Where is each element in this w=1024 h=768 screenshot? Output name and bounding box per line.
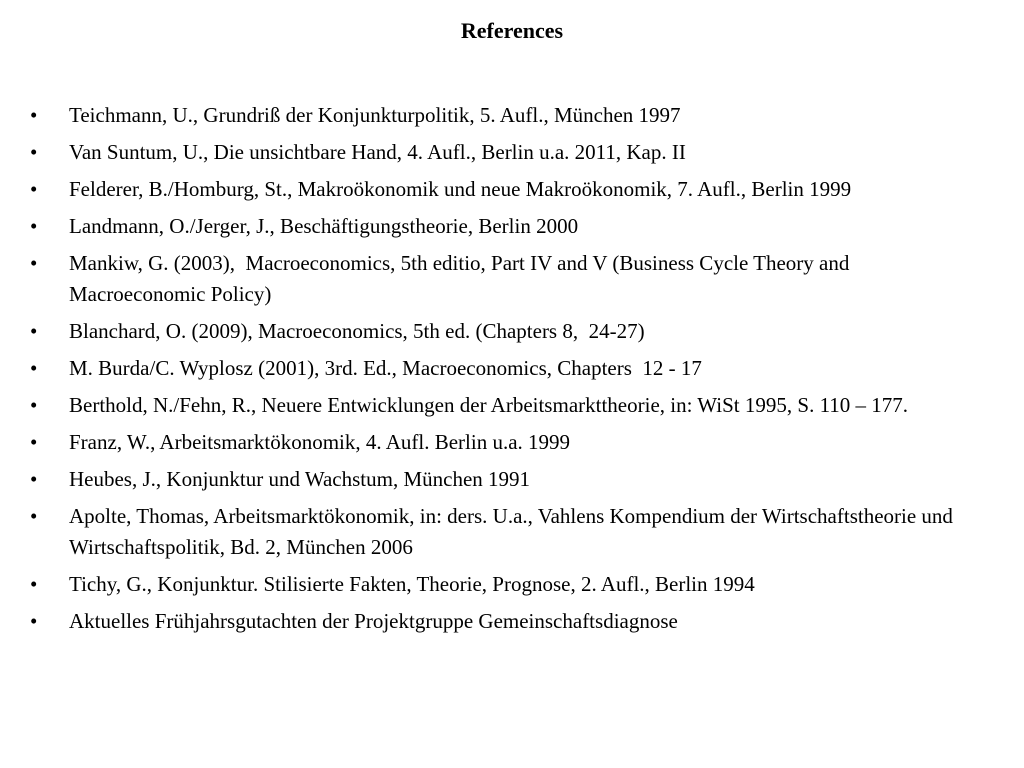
bullet-icon: • — [30, 251, 38, 275]
reference-item-13 — [30, 606, 980, 637]
reference-text: Mankiw, G. (2003), Macroeconomics, 5th editio, Part IV and V (Business Cycle Theory and Macroeconomic Policy) — [69, 251, 855, 306]
reference-item-8 — [30, 390, 980, 421]
reference-text: M. Burda/C. Wyplosz (2001), 3rd. Ed., Macroeconomics, Chapters 12 - 17 — [69, 356, 702, 380]
reference-text: Heubes, J., Konjunktur und Wachstum, München 1991 — [69, 467, 531, 491]
reference-text: Franz, W., Arbeitsmarktökonomik, 4. Aufl. Berlin u.a. 1999 — [69, 430, 571, 454]
reference-text: Landmann, O./Jerger, J., Beschäftigungstheorie, Berlin 2000 — [69, 214, 579, 238]
reference-item-7 — [30, 353, 980, 384]
reference-list — [30, 100, 980, 643]
reference-text: Tichy, G., Konjunktur. Stilisierte Fakten, Theorie, Prognose, 2. Aufl., Berlin 1994 — [69, 572, 755, 596]
reference-item-5 — [30, 248, 980, 310]
reference-text: Berthold, N./Fehn, R., Neuere Entwicklungen der Arbeitsmarkttheorie, in: WiSt 1995, S. 110 – 177. — [69, 393, 909, 417]
bullet-icon: • — [30, 103, 38, 127]
bullet-icon: • — [30, 214, 38, 238]
reference-text: Aktuelles Frühjahrsgutachten der Projektgruppe Gemeinschaftsdiagnose — [69, 609, 678, 633]
reference-text: Van Suntum, U., Die unsichtbare Hand, 4. Aufl., Berlin u.a. 2011, Kap. II — [69, 140, 686, 164]
reference-text: Felderer, B./Homburg, St., Makroökonomik und neue Makroökonomik, 7. Aufl., Berlin 1999 — [69, 177, 852, 201]
reference-item-11 — [30, 501, 980, 563]
reference-text: Teichmann, U., Grundriß der Konjunkturpolitik, 5. Aufl., München 1997 — [69, 103, 681, 127]
reference-item-6 — [30, 316, 980, 347]
reference-item-2 — [30, 137, 980, 168]
page-title: References — [460, 18, 564, 43]
bullet-icon: • — [30, 393, 38, 417]
bullet-icon: • — [30, 140, 38, 164]
reference-item-9 — [30, 427, 980, 458]
bullet-icon: • — [30, 504, 38, 528]
bullet-icon: • — [30, 430, 38, 454]
reference-item-3 — [30, 174, 980, 205]
bullet-icon: • — [30, 467, 38, 491]
bullet-icon: • — [30, 572, 38, 596]
reference-item-12 — [30, 569, 980, 600]
bullet-icon: • — [30, 319, 38, 343]
bullet-icon: • — [30, 609, 38, 633]
reference-item-10 — [30, 464, 980, 495]
reference-item-4 — [30, 211, 980, 242]
reference-text: Blanchard, O. (2009), Macroeconomics, 5th ed. (Chapters 8, 24-27) — [69, 319, 645, 343]
reference-text: Apolte, Thomas, Arbeitsmarktökonomik, in: ders. U.a., Vahlens Kompendium der Wirtschaftstheorie und Wirtschaftspolitik, Bd. 2, München 2006 — [69, 504, 958, 559]
bullet-icon: • — [30, 356, 38, 380]
reference-item-1 — [30, 100, 980, 131]
bullet-icon: • — [30, 177, 38, 201]
